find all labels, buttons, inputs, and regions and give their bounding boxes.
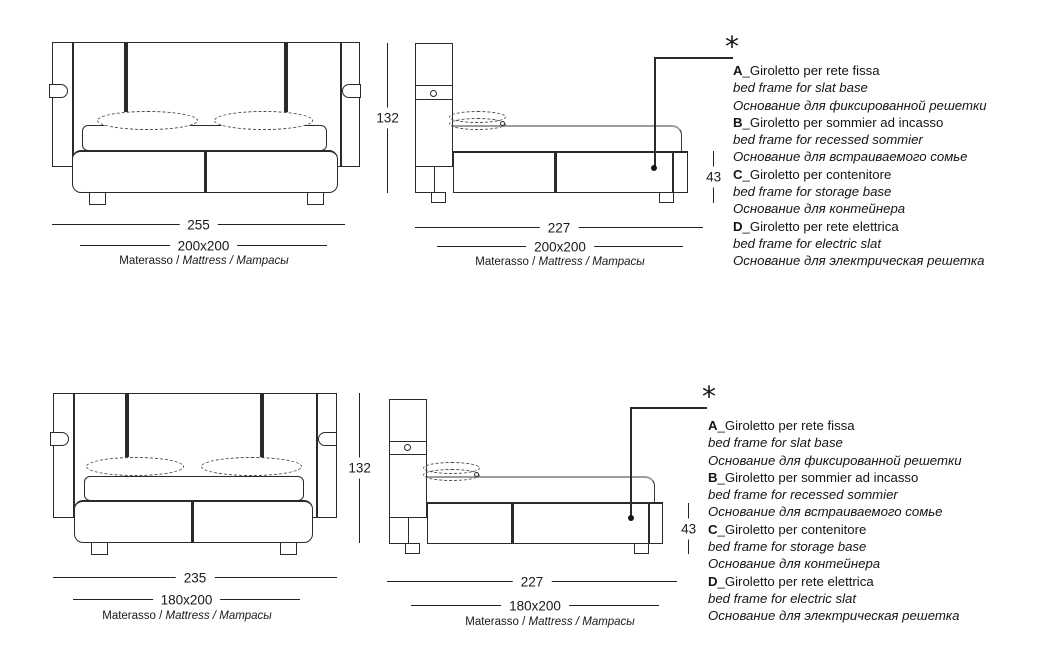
side-pillow-tip	[474, 472, 479, 477]
caption-sep: /	[226, 255, 237, 267]
legend-item-a-title	[733, 62, 987, 79]
caption-ru: Матрасы	[236, 255, 289, 267]
caption-sep: /	[172, 255, 183, 267]
side-pillow-bottom-fold	[449, 118, 506, 130]
front-left-wing-line	[72, 42, 74, 167]
front-right-handle	[318, 432, 337, 446]
legend-d-it: _Giroletto per rete elettrica	[717, 573, 874, 589]
legend-letter-c: C	[708, 521, 718, 537]
side-base-divider	[511, 504, 514, 543]
legend-letter-b: B	[733, 114, 743, 130]
caption-ru: Матрасы	[219, 610, 272, 622]
dim-front-mattress-size	[73, 592, 300, 608]
legend-item-b-title	[733, 114, 987, 131]
legend-item-d-title	[733, 218, 987, 235]
dim-overall-width	[53, 570, 337, 586]
dim-overall-length	[415, 220, 703, 236]
dim-front-mattress-size-value: 200x200	[170, 238, 238, 253]
front-left-handle	[49, 84, 68, 98]
dim-overall-height-value: 132	[346, 458, 373, 479]
front-mattress	[82, 125, 327, 151]
legend-b-it: _Giroletto per sommier ad incasso	[717, 469, 919, 485]
legend-b-ru: Основание для встраиваемого сомье	[733, 149, 968, 165]
caption-it: Materasso	[465, 616, 519, 628]
dim-overall-length-value: 227	[540, 220, 579, 235]
caption-en: Mattress	[528, 616, 573, 628]
side-headboard-band-bottom	[389, 454, 427, 455]
dim-side-mattress-size-value: 180x200	[501, 598, 569, 613]
dim-overall-height	[348, 393, 371, 543]
legend-b-en: bed frame for recessed sommier	[733, 132, 923, 148]
leader-line-vertical	[654, 57, 656, 169]
legend-b-ru: Основание для встраиваемого сомье	[708, 504, 943, 520]
caption-it: Materasso	[475, 256, 529, 268]
dim-overall-width	[52, 217, 345, 233]
front-right-strap	[284, 43, 288, 113]
caption-sep: /	[528, 256, 539, 268]
legend-letter-c: C	[733, 166, 743, 182]
side-pillow-bottom-fold	[423, 469, 480, 481]
legend-letter-b: B	[708, 469, 718, 485]
front-left-handle	[50, 432, 69, 446]
dim-front-mattress-size	[80, 238, 327, 254]
dim-overall-length	[387, 574, 677, 590]
frame-type-legend	[708, 417, 962, 625]
legend-d-en: bed frame for electric slat	[708, 590, 857, 606]
leader-line-horizontal	[630, 407, 707, 409]
legend-item-c-title	[733, 166, 987, 183]
caption-sep: /	[582, 256, 593, 268]
legend-item-b-title	[708, 469, 962, 486]
dim-overall-width-value: 235	[176, 570, 215, 585]
side-headboard-band-top	[389, 441, 427, 442]
front-right-pillow	[214, 111, 313, 130]
side-headboard	[389, 399, 427, 518]
front-right-leg	[307, 192, 324, 205]
caption-it: Materasso	[102, 610, 156, 622]
front-right-pillow	[201, 457, 302, 476]
leader-dot	[651, 165, 657, 171]
front-mattress	[84, 476, 304, 501]
legend-letter-a: A	[708, 418, 718, 433]
dim-overall-height-value: 132	[374, 108, 401, 129]
front-mattress-caption	[54, 255, 354, 267]
side-left-leg	[431, 192, 446, 203]
dim-overall-height	[376, 43, 399, 193]
front-left-leg	[91, 542, 108, 555]
front-right-wing-line	[316, 393, 318, 518]
legend-item-c-title	[708, 521, 962, 538]
legend-letter-d: D	[733, 218, 743, 234]
dim-overall-width-value: 255	[179, 217, 218, 232]
side-right-leg	[659, 192, 674, 203]
side-base-divider	[554, 153, 557, 192]
side-headboard-band-top	[415, 85, 453, 86]
side-headboard-knob	[430, 90, 437, 97]
front-left-wing-line	[73, 393, 75, 518]
side-left-leg	[405, 543, 420, 554]
dim-base-height	[681, 503, 697, 554]
legend-d-ru: Основание для электрическая решетка	[733, 253, 985, 269]
front-right-handle	[342, 84, 361, 98]
legend-a-it: _Giroletto per rete fissa	[742, 63, 880, 78]
side-headboard-foot	[415, 166, 435, 193]
dim-side-mattress-size	[411, 598, 659, 614]
caption-it: Materasso	[119, 255, 173, 267]
caption-sep: /	[155, 610, 166, 622]
front-left-strap	[125, 394, 129, 464]
legend-d-ru: Основание для электрическая решетка	[708, 608, 960, 624]
leader-line-vertical	[630, 407, 632, 518]
dim-overall-length-value: 227	[513, 574, 552, 589]
dim-side-mattress-size	[437, 239, 683, 255]
legend-c-it: _Giroletto per contenitore	[717, 521, 867, 537]
side-right-leg	[634, 543, 649, 554]
legend-a-ru: Основание для фиксированной решетки	[733, 97, 987, 113]
caption-en: Mattress	[182, 255, 227, 267]
front-left-leg	[89, 192, 106, 205]
asterisk-marker: *	[725, 30, 739, 63]
front-base-divider	[204, 151, 207, 192]
side-headboard	[415, 43, 453, 167]
caption-en: Mattress	[165, 610, 210, 622]
side-base	[427, 502, 663, 544]
leader-line-horizontal	[654, 57, 733, 59]
frame-type-legend	[733, 62, 987, 270]
caption-ru: Матрасы	[582, 616, 635, 628]
leader-dot	[628, 515, 634, 521]
legend-a-ru: Основание для фиксированной решетки	[708, 452, 962, 468]
caption-sep: /	[572, 616, 583, 628]
caption-sep: /	[518, 616, 529, 628]
legend-a-en: bed frame for slat base	[733, 80, 868, 96]
dim-front-mattress-size-value: 180x200	[153, 592, 221, 607]
legend-item-a-title	[708, 417, 962, 434]
side-base-endcap-line	[672, 153, 674, 192]
front-mattress-caption	[37, 610, 337, 622]
legend-c-ru: Основание для контейнера	[708, 556, 881, 572]
dim-base-height	[706, 151, 722, 203]
side-base	[453, 151, 688, 193]
legend-a-it: _Giroletto per rete fissa	[717, 418, 855, 433]
legend-b-it: _Giroletto per sommier ad incasso	[742, 114, 944, 130]
legend-c-en: bed frame for storage base	[733, 184, 892, 200]
asterisk-marker: *	[702, 380, 716, 413]
front-left-pillow	[97, 111, 198, 130]
front-base-divider	[191, 501, 194, 542]
legend-c-it: _Giroletto per contenitore	[742, 166, 892, 182]
legend-a-en: bed frame for slat base	[708, 435, 843, 451]
front-right-leg	[280, 542, 297, 555]
side-headboard-band-bottom	[415, 99, 453, 100]
front-right-wing-line	[340, 42, 342, 167]
legend-letter-a: A	[733, 63, 743, 78]
front-right-strap	[260, 394, 264, 464]
dim-base-height-value: 43	[679, 518, 698, 539]
legend-c-en: bed frame for storage base	[708, 539, 867, 555]
legend-d-en: bed frame for electric slat	[733, 235, 882, 251]
front-left-strap	[124, 43, 128, 113]
front-left-pillow	[86, 457, 184, 476]
dim-side-mattress-size-value: 200x200	[526, 239, 594, 254]
legend-d-it: _Giroletto per rete elettrica	[742, 218, 899, 234]
caption-sep: /	[209, 610, 220, 622]
legend-item-d-title	[708, 573, 962, 590]
dim-base-height-value: 43	[704, 167, 723, 188]
side-mattress-caption	[410, 256, 710, 268]
legend-b-en: bed frame for recessed sommier	[708, 487, 898, 503]
legend-c-ru: Основание для контейнера	[733, 201, 906, 217]
legend-letter-d: D	[708, 573, 718, 589]
side-mattress-caption	[400, 616, 700, 628]
side-headboard-foot	[389, 517, 409, 544]
caption-en: Mattress	[538, 256, 583, 268]
side-pillow-tip	[500, 121, 505, 126]
caption-ru: Матрасы	[592, 256, 645, 268]
side-base-endcap-line	[648, 504, 650, 543]
side-headboard-knob	[404, 444, 411, 451]
